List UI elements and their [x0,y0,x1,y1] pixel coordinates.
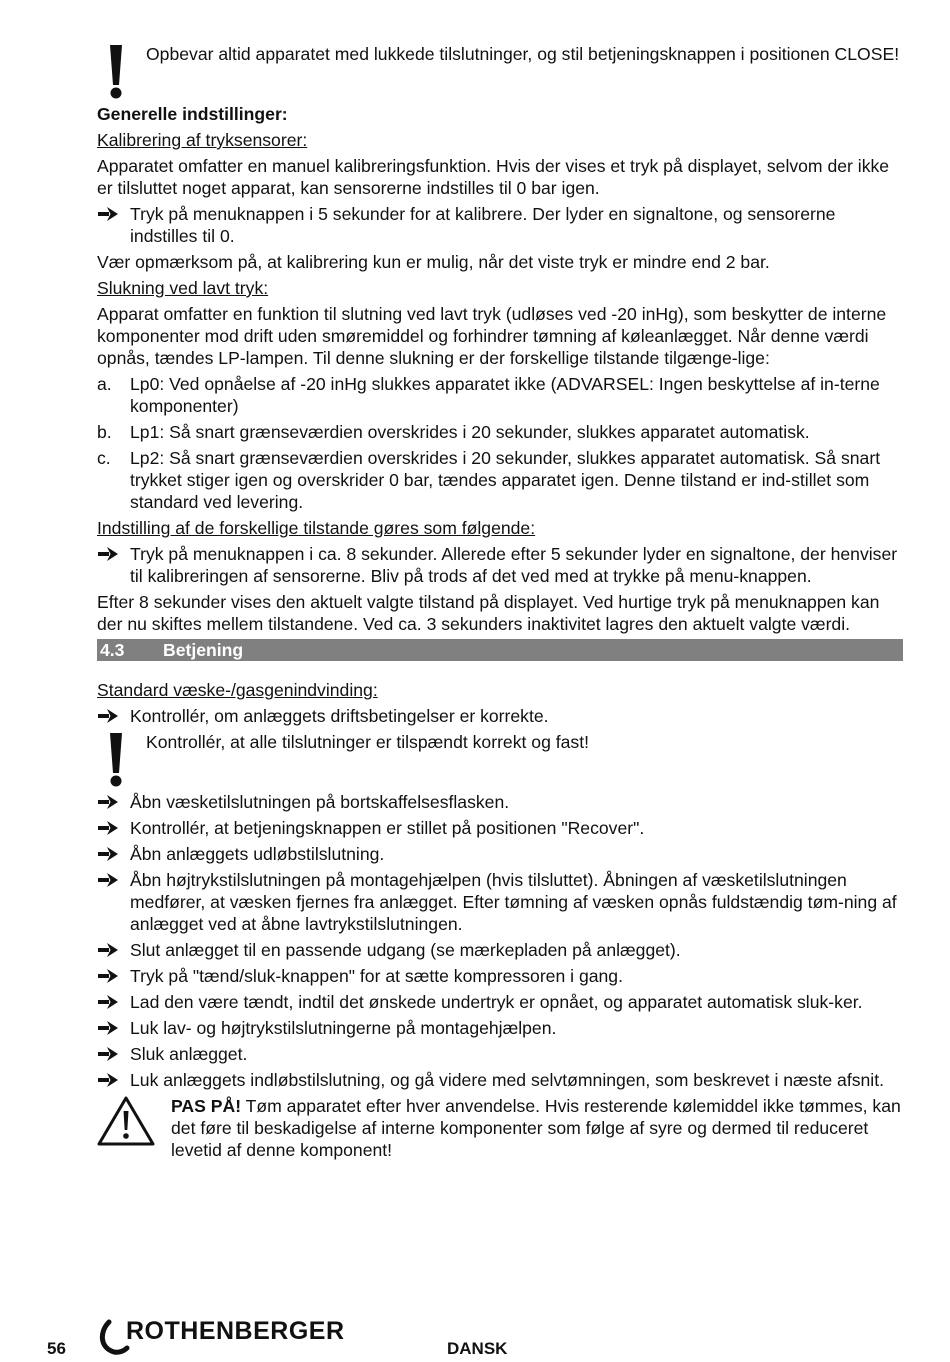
arrow-right-icon [97,994,119,1010]
page-number: 56 [47,1339,66,1358]
logo-swoosh-icon [96,1318,130,1358]
exclamation-icon [107,733,125,787]
list-item-text: Åbn anlæggets udløbstilslutning. [130,844,385,864]
list-item-text: Slut anlægget til en passende udgang (se mærkepladen på anlægget). [130,940,681,960]
logo-text: ROTHENBERGER [126,1317,345,1345]
list-item [97,1043,903,1065]
notice-block [97,43,903,99]
arrow-right-icon [97,942,119,958]
modes-after: Efter 8 sekunder vises den aktuelt valgte tilstand på displayet. Ved hurtige tryk på menuknappen kan der nu skiftes mellem tilstandene. Ved ca. 3 sekunders inaktivitet lagres den aktuelt valgte værdi. [97,592,880,634]
list-letter: b. [97,422,112,442]
page-footer [0,1318,950,1358]
modes-heading: Indstilling af de forskellige tilstande gøres som følgende: [97,518,536,538]
list-item-text: Kontrollér, om anlæggets driftsbetingelser er korrekte. [130,706,549,726]
arrow-right-icon [97,546,119,562]
section-title: Betjening [163,640,244,660]
list-item [97,373,903,417]
calibration-step [97,203,903,247]
standard-step-1 [97,705,903,727]
lowpressure-heading: Slukning ved lavt tryk: [97,278,269,298]
general-heading: Generelle indstillinger: [97,104,288,124]
list-item-text: Lp0: Ved opnåelse af -20 inHg slukkes apparatet ikke (ADVARSEL: Ingen beskyttelse af in-terne komponenter) [130,374,880,416]
standard-heading: Standard væske-/gasgenindvinding: [97,680,378,700]
list-letter: c. [97,448,111,468]
arrow-right-icon [97,1072,119,1088]
arrow-right-icon [97,1020,119,1036]
calibration-heading: Kalibrering af tryksensorer: [97,130,308,150]
list-item-text: Tryk på menuknappen i ca. 8 sekunder. Allerede efter 5 sekunder lyder en signaltone, der henviser til kalibreringen af sensorerne. Bliv på trods af det ved med at trykke på menu-knappen. [130,544,898,586]
lowpressure-intro: Apparat omfatter en funktion til slutning ved lavt tryk (udløses ved -20 inHg), som beskytter de interne komponenter mod drift uden smøremiddel og forhindrer tømning af køleanlægget. Når denne værdi opnås, tændes LP-lampen. Til denne slukning er der forskellige tilstande tilgænge-lige: [97,304,887,368]
list-item [97,817,903,839]
rothenberger-logo [96,1318,346,1358]
warning-text [171,1095,903,1161]
list-item [97,939,903,961]
list-item [97,421,903,443]
arrow-right-icon [97,846,119,862]
arrow-right-icon [97,794,119,810]
arrow-right-icon [97,820,119,836]
list-item [97,1017,903,1039]
list-item-text: Lp2: Så snart grænseværdien overskrides i 20 sekunder, slukkes apparatet automatisk. Så snart trykket stiger igen og overskrider 0 bar, tændes apparatet igen. Denne tilstand er ind-stillet som standard ved levering. [130,448,881,512]
list-item-text: Lp1: Så snart grænseværdien overskrides i 20 sekunder, slukkes apparatet automatisk. [130,422,810,442]
calibration-intro: Apparatet omfatter en manuel kalibreringsfunktion. Hvis der vises et tryk på displayet, selvom der ikke er tilsluttet noget apparat, kan sensorerne indstilles til 0 bar igen. [97,156,890,198]
list-item-text: Tryk på menuknappen i 5 sekunder for at kalibrere. Der lyder en signaltone, og sensorerne indstilles til 0. [130,204,836,246]
warning-triangle-icon [97,1095,155,1147]
arrow-right-icon [97,206,119,222]
exclamation-icon [107,45,125,99]
list-item-text: Sluk anlægget. [130,1044,248,1064]
list-item-text: Åbn højtrykstilslutningen på montagehjælpen (hvis tilsluttet). Åbningen af væsketilslutningen medfører, at væsken fjernes fra anlægget. Efter tømning af væsken opnås fuldstændig tøm-ning af anlægget ved at åbne lavtrykstilslutningen. [130,870,897,934]
list-item [97,791,903,813]
list-item-text: Luk anlæggets indløbstilslutning, og gå videre med selvtømningen, som beskrevet i næste afsnit. [130,1070,884,1090]
calibration-note: Vær opmærksom på, at kalibrering kun er mulig, når det viste tryk er mindre end 2 bar. [97,252,770,272]
list-item-text: Lad den være tændt, indtil det ønskede undertryk er opnået, og apparatet automatisk sluk-ker. [130,992,863,1012]
arrow-right-icon [97,1046,119,1062]
warning-block [97,1095,903,1161]
list-item-text: Kontrollér, at betjeningsknappen er stillet på positionen "Recover". [130,818,645,838]
language-label: DANSK [447,1339,508,1358]
notice-text: Opbevar altid apparatet med lukkede tilslutninger, og stil betjeningsknappen i positionen CLOSE! [146,44,900,64]
list-letter: a. [97,374,112,394]
arrow-right-icon [97,708,119,724]
arrow-right-icon [97,968,119,984]
section-header [97,639,903,661]
modes-step [97,543,903,587]
warning-label: PAS PÅ! [171,1096,242,1116]
document-body [97,43,903,1161]
warning-body: Tøm apparatet efter hver anvendelse. Hvis resterende kølemiddel ikke tømmes, kan det føre til beskadigelse af interne komponenter som følge af syre og dermed til reduceret levetid af denne komponent! [171,1096,901,1160]
list-item [97,869,903,935]
list-item [97,1069,903,1091]
arrow-right-icon [97,872,119,888]
list-item-text: Åbn væsketilslutningen på bortskaffelsesflasken. [130,792,510,812]
list-item [97,447,903,513]
list-item [97,843,903,865]
notice-text: Kontrollér, at alle tilslutninger er tilspændt korrekt og fast! [146,732,589,752]
list-item [97,965,903,987]
list-item-text: Tryk på "tænd/sluk-knappen" for at sætte kompressoren i gang. [130,966,623,986]
list-item [97,991,903,1013]
section-number: 4.3 [100,640,125,660]
list-item-text: Luk lav- og højtrykstilslutningerne på montagehjælpen. [130,1018,557,1038]
notice-block [97,731,903,787]
